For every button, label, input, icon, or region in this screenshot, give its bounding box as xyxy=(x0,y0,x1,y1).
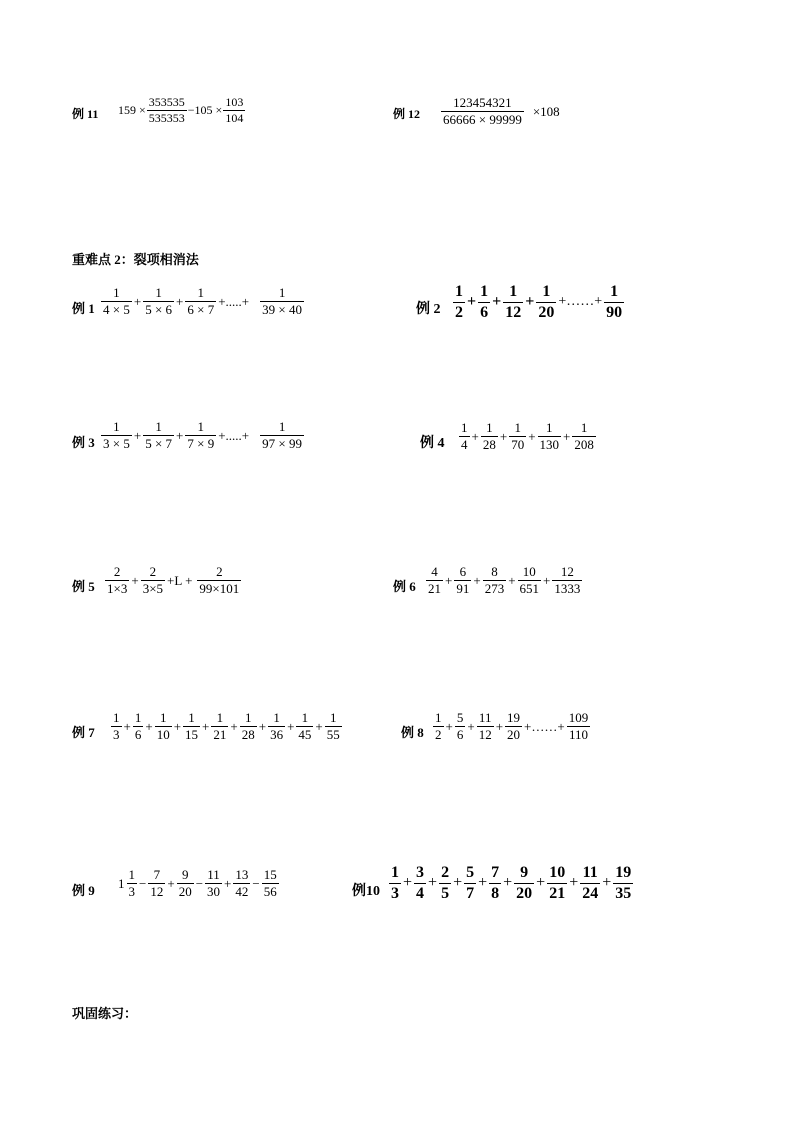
fraction: $\frac{109}{110}$ xyxy=(568,710,589,743)
example-6-label: 例 6 xyxy=(393,579,416,594)
fraction: $\frac{1}{4}$ xyxy=(461,420,468,453)
fraction: $\frac{1}{6 \times 7}$ xyxy=(187,285,215,318)
fraction: $\frac{11}{12}$ xyxy=(478,710,492,743)
fraction: $\frac{1}{7 \times 9}$ xyxy=(187,419,215,452)
example-6-expression: $\frac{4}{21}$ + $\frac{6}{91}$ + $\frac{8}{273}$ + $\frac{10}{651}$ + $\frac{12}{1333}$ xyxy=(428,564,581,597)
fraction: $\frac{11}{24}$ xyxy=(582,864,599,902)
denominator: 66666 × 99999 xyxy=(443,112,522,128)
fraction: $\frac{1}{28}$ xyxy=(241,710,255,743)
example-4-label: 例 4 xyxy=(420,436,445,451)
example-12-label: 例 12 xyxy=(393,107,421,121)
example-10-expression: $\frac{1}{3}$ + $\frac{3}{4}$ + $\frac{2}{5}$ + $\frac{5}{7}$ + $\frac{7}{8}$ + $\frac{9}{20}$ + $\frac{10}{21}$ + $\frac{11}{24}$ + $\frac{19}{35}$ xyxy=(391,864,632,902)
fraction: $\frac{1}{5 \times 6}$ xyxy=(145,285,173,318)
fraction: $\frac{2}{99\times 101}$ xyxy=(199,564,240,597)
example-3-label: 例 3 xyxy=(72,435,95,450)
example-2-label: 例 2 xyxy=(416,302,441,317)
example-5-label: 例 5 xyxy=(72,579,95,594)
fraction: $\frac{1}{2}$ xyxy=(455,283,463,321)
fraction: $\frac{1}{4 \times 5}$ xyxy=(103,285,130,318)
fraction: $\frac{8}{273}$ xyxy=(484,564,505,597)
fraction: $\frac{4}{21}$ xyxy=(428,564,441,597)
fraction: $\frac{10}{651}$ xyxy=(519,564,540,597)
example-3-expression: $\frac{1}{3 \times 5}$ + $\frac{1}{5 \times 7}$ + $\frac{1}{7 \times 9}$ +.....+ $\frac{1}{97 \times 99}$ xyxy=(103,419,302,452)
fraction: $\frac{7}{8}$ xyxy=(491,864,500,902)
fraction: $\frac{1}{6}$ xyxy=(134,710,142,743)
example-2-expression: $\frac{1}{2}$ + $\frac{1}{6}$ + $\frac{1}{12}$ + $\frac{1}{20}$ +……+ $\frac{1}{90}$ xyxy=(455,283,623,321)
example-11-mid: −105 × xyxy=(187,103,223,118)
example-5-expression: $\frac{2}{1\times 3}$ + $\frac{2}{3\times 5}$ +L + $\frac{2}{99\times 101}$ xyxy=(107,564,240,597)
fraction: $\frac{12}{1333}$ xyxy=(554,564,581,597)
example-12-expression xyxy=(440,96,560,128)
fraction: $\frac{2}{5}$ xyxy=(441,864,450,902)
fraction: $\frac{19}{20}$ xyxy=(507,710,521,743)
numerator: 123454321 xyxy=(453,95,512,110)
fraction: $\frac{1}{10}$ xyxy=(156,710,170,743)
fraction: $\frac{1}{12}$ xyxy=(505,283,522,321)
fraction: $\frac{1}{2}$ xyxy=(435,710,442,743)
fraction: $\frac{2}{1\times 3}$ xyxy=(107,564,128,597)
numerator: 353535 xyxy=(148,95,185,109)
example-11-prefix: 159 × xyxy=(118,103,146,118)
example-1-expression: $\frac{1}{4 \times 5}$ + $\frac{1}{5 \times 6}$ + $\frac{1}{6 \times 7}$ +.....+ $\frac{1}{39 \times 40}$ xyxy=(103,285,302,318)
fraction xyxy=(441,96,524,128)
fraction xyxy=(223,96,245,125)
numerator: 103 xyxy=(225,95,244,109)
example-7-expression: $\frac{1}{3}$ + $\frac{1}{6}$ + $\frac{1}{10}$ + $\frac{1}{15}$ + $\frac{1}{21}$ + $\frac{1}{28}$ + $\frac{1}{36}$ + $\frac{1}{45}$ + $\frac{1}{55}$ xyxy=(113,710,340,743)
fraction: $\frac{1}{3}$ xyxy=(128,867,135,900)
fraction xyxy=(147,96,187,125)
fraction: $\frac{1}{45}$ xyxy=(298,710,312,743)
fraction: $\frac{1}{70}$ xyxy=(511,420,525,453)
example-10-label: 例10 xyxy=(352,884,380,899)
example-4-expression: $\frac{1}{4}$ + $\frac{1}{28}$ + $\frac{1}{70}$ + $\frac{1}{130}$ + $\frac{1}{208}$ xyxy=(461,420,594,453)
example-11-label: 例 11 xyxy=(72,107,99,121)
fraction: $\frac{1}{21}$ xyxy=(213,710,227,743)
fraction: $\frac{6}{91}$ xyxy=(456,564,470,597)
example-8-expression: $\frac{1}{2}$ + $\frac{5}{6}$ + $\frac{11}{12}$ + $\frac{19}{20}$ +……+ $\frac{109}{110}$ xyxy=(435,710,589,743)
practice-section-title: 巩固练习： xyxy=(72,1006,138,1021)
fraction: $\frac{1}{28}$ xyxy=(482,420,496,453)
fraction: $\frac{11}{30}$ xyxy=(207,867,221,900)
fraction: $\frac{13}{42}$ xyxy=(235,867,249,900)
fraction: $\frac{1}{36}$ xyxy=(270,710,284,743)
fraction: $\frac{1}{130}$ xyxy=(539,420,560,453)
fraction: $\frac{1}{20}$ xyxy=(538,283,555,321)
fraction: $\frac{1}{39 \times 40}$ xyxy=(262,285,302,318)
example-9-label: 例 9 xyxy=(72,883,95,898)
example-11-expression xyxy=(118,96,246,125)
example-12-suffix: ×108 xyxy=(532,103,560,119)
fraction: $\frac{1}{5 \times 7}$ xyxy=(145,419,173,452)
fraction: $\frac{1}{97 \times 99}$ xyxy=(262,419,302,452)
example-9-expression: 1 $\frac{1}{3}$ − $\frac{7}{12}$ + $\frac{9}{20}$ − $\frac{11}{30}$ + $\frac{13}{42}$ − $\frac{15}{56}$ xyxy=(118,867,277,900)
example-7-label: 例 7 xyxy=(72,725,95,740)
fraction: $\frac{1}{90}$ xyxy=(606,283,623,321)
fraction: $\frac{5}{7}$ xyxy=(466,864,475,902)
denominator: 535353 xyxy=(148,111,185,126)
example-8-label: 例 8 xyxy=(401,725,424,740)
whole-number: 1 xyxy=(118,875,125,891)
section-title: 重难点 2：裂项相消法 xyxy=(72,252,199,267)
fraction: $\frac{9}{20}$ xyxy=(516,864,533,902)
fraction: $\frac{1}{55}$ xyxy=(326,710,340,743)
fraction: $\frac{5}{6}$ xyxy=(456,710,464,743)
fraction: $\frac{3}{4}$ xyxy=(416,864,425,902)
fraction: $\frac{1}{15}$ xyxy=(185,710,199,743)
fraction: $\frac{1}{6}$ xyxy=(480,283,489,321)
example-1-label: 例 1 xyxy=(72,301,95,316)
fraction: $\frac{10}{21}$ xyxy=(549,864,566,902)
denominator: 104 xyxy=(225,111,244,126)
fraction: $\frac{9}{20}$ xyxy=(178,867,192,900)
fraction: $\frac{15}{56}$ xyxy=(263,867,277,900)
fraction: $\frac{1}{3}$ xyxy=(113,710,120,743)
fraction: $\frac{7}{12}$ xyxy=(150,867,164,900)
fraction: $\frac{1}{3}$ xyxy=(391,864,399,902)
fraction: $\frac{1}{208}$ xyxy=(574,420,594,453)
fraction: $\frac{1}{3 \times 5}$ xyxy=(103,419,130,452)
fraction: $\frac{2}{3\times 5}$ xyxy=(142,564,164,597)
fraction: $\frac{19}{35}$ xyxy=(615,864,632,902)
